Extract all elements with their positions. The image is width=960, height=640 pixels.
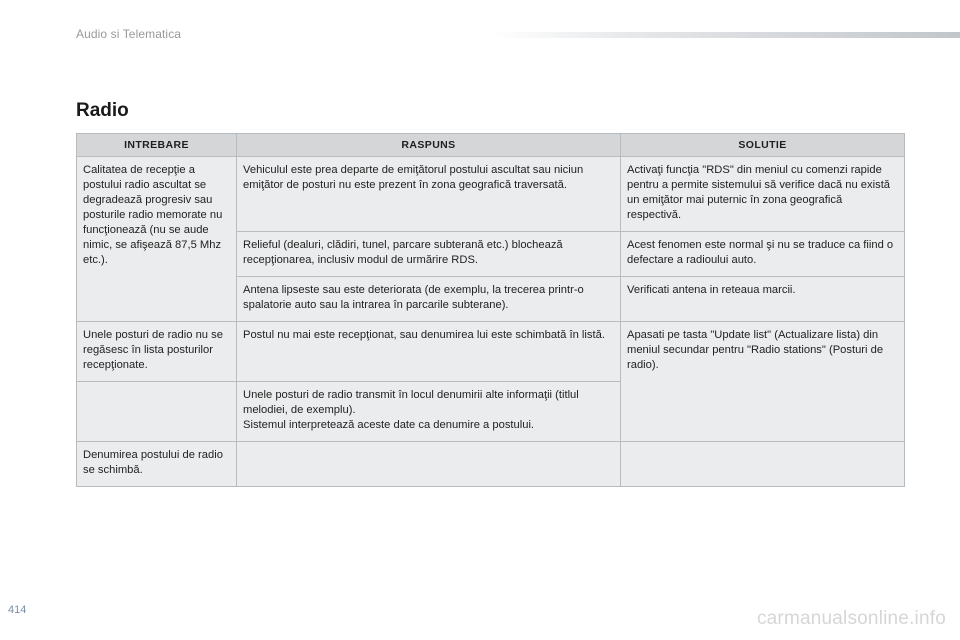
question-cell: Unele posturi de radio nu se regăsesc în lista posturilor recepţionate. xyxy=(77,322,237,382)
response-cell: Antena lipseste sau este deteriorata (de exemplu, la trecerea printr-o spalatorie auto sau la intrarea în parcarile subterane). xyxy=(237,277,621,322)
column-header-solution: SOLUTIE xyxy=(621,134,905,157)
section-title: Radio xyxy=(76,100,129,121)
response-cell: Vehiculul este prea departe de emiţătorul postului ascultat sau niciun emiţător de posturi nu este prezent în zona geografică traversată. xyxy=(237,157,621,232)
solution-cell: Verificati antena in reteaua marcii. xyxy=(621,277,905,322)
question-cell: Denumirea postului de radio se schimbă. xyxy=(77,442,237,487)
response-cell: Relieful (dealuri, clădiri, tunel, parcare subterană etc.) blochează recepţionarea, inclusiv modul de urmărire RDS. xyxy=(237,232,621,277)
table-row xyxy=(77,322,905,382)
column-header-response: RASPUNS xyxy=(237,134,621,157)
page-number: 414 xyxy=(8,604,27,616)
solution-cell: Acest fenomen este normal şi nu se traduce ca fiind o defectare a radioului auto. xyxy=(621,232,905,277)
response-line: Unele posturi de radio transmit în locul denumirii alte informaţii (titlul melodiei, de exemplu). xyxy=(243,389,579,416)
solution-cell: Apasati pe tasta "Update list" (Actualizare lista) din meniul secundar pentru "Radio stations" (Posturi de radio). xyxy=(621,322,905,442)
question-cell: Calitatea de recepţie a postului radio ascultat se degradează progresiv sau posturile radio memorate nu funcţionează (nu se aude nimic, se afişează 87,5 Mhz etc.). xyxy=(77,157,237,322)
response-cell xyxy=(237,382,621,442)
solution-cell: Activaţi funcţia "RDS" din meniul cu comenzi rapide pentru a permite sistemului să verifice dacă nu există un emiţător mai puternic în zona geografică respectivă. xyxy=(621,157,905,232)
table-row xyxy=(77,157,905,232)
question-cell-spacer xyxy=(77,382,237,442)
table-header-row xyxy=(77,134,905,157)
header-title: Audio si Telematica xyxy=(76,27,182,41)
column-header-question: INTREBARE xyxy=(77,134,237,157)
table-row xyxy=(77,442,905,487)
response-cell-continuation xyxy=(237,442,621,487)
watermark: carmanualsonline.info xyxy=(756,608,946,629)
faq-table xyxy=(76,133,905,487)
response-cell: Postul nu mai este recepţionat, sau denumirea lui este schimbată în listă. xyxy=(237,322,621,382)
solution-cell-continuation xyxy=(621,442,905,487)
response-line: Sistemul interpretează aceste date ca denumire a postului. xyxy=(243,419,535,431)
header-decoration-bar xyxy=(492,32,960,38)
